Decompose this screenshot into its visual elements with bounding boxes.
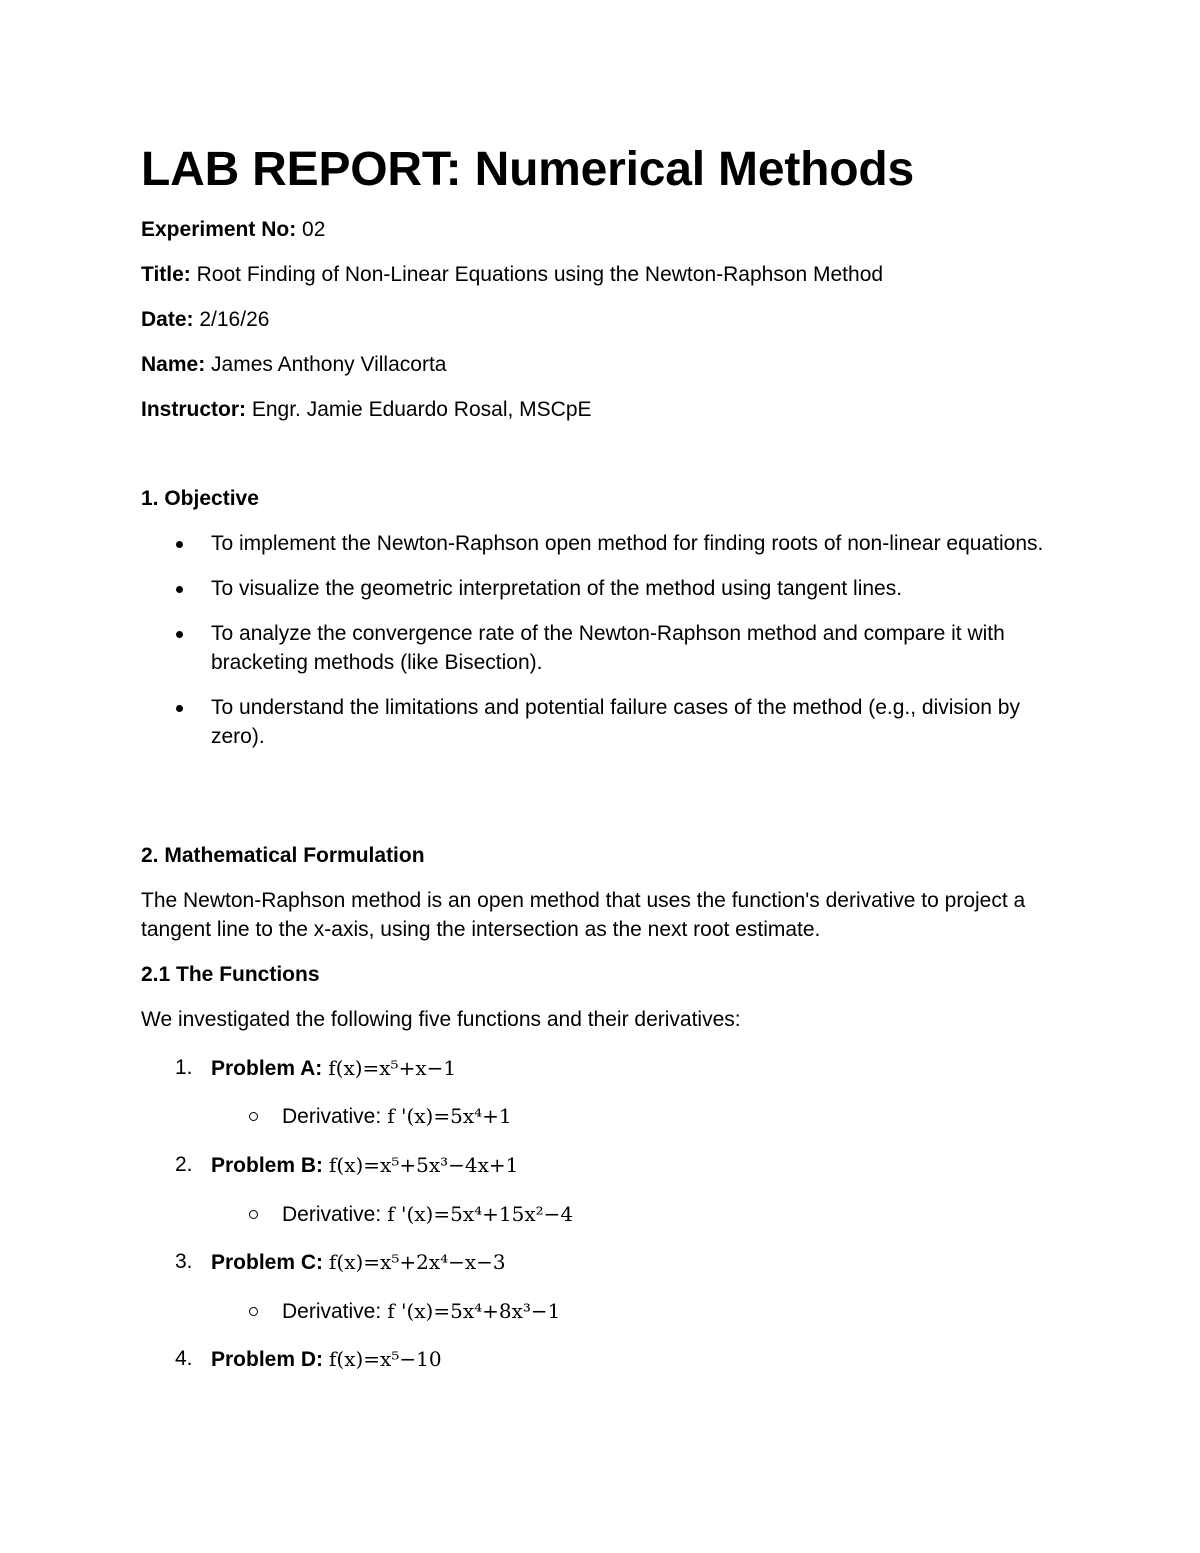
list-number: 1. (175, 1056, 193, 1079)
bullet-icon (176, 631, 183, 638)
meta-instructor (141, 395, 592, 425)
meta-value: 02 (302, 218, 326, 241)
meta-title (141, 260, 883, 290)
bullet-icon (176, 586, 183, 593)
formulation-heading: 2. Mathematical Formulation (141, 844, 425, 867)
meta-label: Name: (141, 353, 206, 376)
meta-value: James Anthony Villacorta (211, 353, 447, 376)
objective-text: To implement the Newton-Raphson open method for finding roots of non-linear equations. (211, 532, 1044, 555)
objective-item (141, 529, 1061, 558)
bullet-icon (176, 541, 183, 548)
meta-label: Experiment No: (141, 218, 297, 241)
derivative-label: Derivative: (282, 1105, 382, 1128)
list-number: 3. (175, 1250, 193, 1273)
objective-item (141, 619, 1061, 677)
functions-heading: 2.1 The Functions (141, 963, 320, 986)
list-number: 2. (175, 1153, 193, 1176)
meta-value: Root Finding of Non-Linear Equations using the Newton-Raphson Method (196, 263, 884, 286)
derivative-equation: f '(x)=5x⁴+15x²−4 (387, 1202, 574, 1226)
objective-text: To understand the limitations and potential failure cases of the method (e.g., division by zero). (211, 696, 1020, 748)
circle-bullet-icon (249, 1307, 258, 1316)
circle-bullet-icon (249, 1112, 258, 1121)
problem-label: Problem C: (211, 1251, 324, 1274)
derivative-label: Derivative: (282, 1203, 382, 1226)
objective-text: To analyze the convergence rate of the Newton-Raphson method and compare it with bracketing methods (like Bisection). (211, 622, 1005, 674)
objective-item (141, 693, 1061, 751)
bullet-icon (176, 705, 183, 712)
list-number: 4. (175, 1347, 193, 1370)
function-equation: f(x)=x⁵+5x³−4x+1 (329, 1153, 519, 1177)
objective-text: To visualize the geometric interpretation of the method using tangent lines. (211, 577, 903, 600)
derivative-equation: f '(x)=5x⁴+8x³−1 (387, 1299, 561, 1323)
objective-heading: 1. Objective (141, 487, 259, 510)
objective-list (141, 529, 1061, 767)
derivative-label: Derivative: (282, 1300, 382, 1323)
report-title: LAB REPORT: Numerical Methods (141, 143, 914, 196)
meta-label: Instructor: (141, 398, 246, 421)
meta-experiment-no (141, 215, 325, 245)
objective-item (141, 574, 1061, 603)
derivative-equation: f '(x)=5x⁴+1 (387, 1104, 512, 1128)
functions-intro: We investigated the following five functions and their derivatives: (141, 1008, 741, 1031)
function-equation: f(x)=x⁵+2x⁴−x−3 (329, 1250, 506, 1274)
problem-label: Problem B: (211, 1154, 324, 1177)
meta-value: 2/16/26 (199, 308, 270, 331)
function-equation: f(x)=x⁵+x−1 (328, 1056, 457, 1080)
problem-label: Problem D: (211, 1348, 324, 1371)
formulation-intro: The Newton-Raphson method is an open method that uses the function's derivative to project a tangent line to the x-axis, using the intersection as the next root estimate. (141, 889, 1026, 941)
meta-label: Date: (141, 308, 194, 331)
meta-date (141, 305, 269, 335)
circle-bullet-icon (249, 1210, 258, 1219)
problem-label: Problem A: (211, 1057, 323, 1080)
meta-label: Title: (141, 263, 191, 286)
meta-name (141, 350, 446, 380)
function-equation: f(x)=x⁵−10 (329, 1347, 442, 1371)
meta-value: Engr. Jamie Eduardo Rosal, MSCpE (251, 398, 592, 421)
